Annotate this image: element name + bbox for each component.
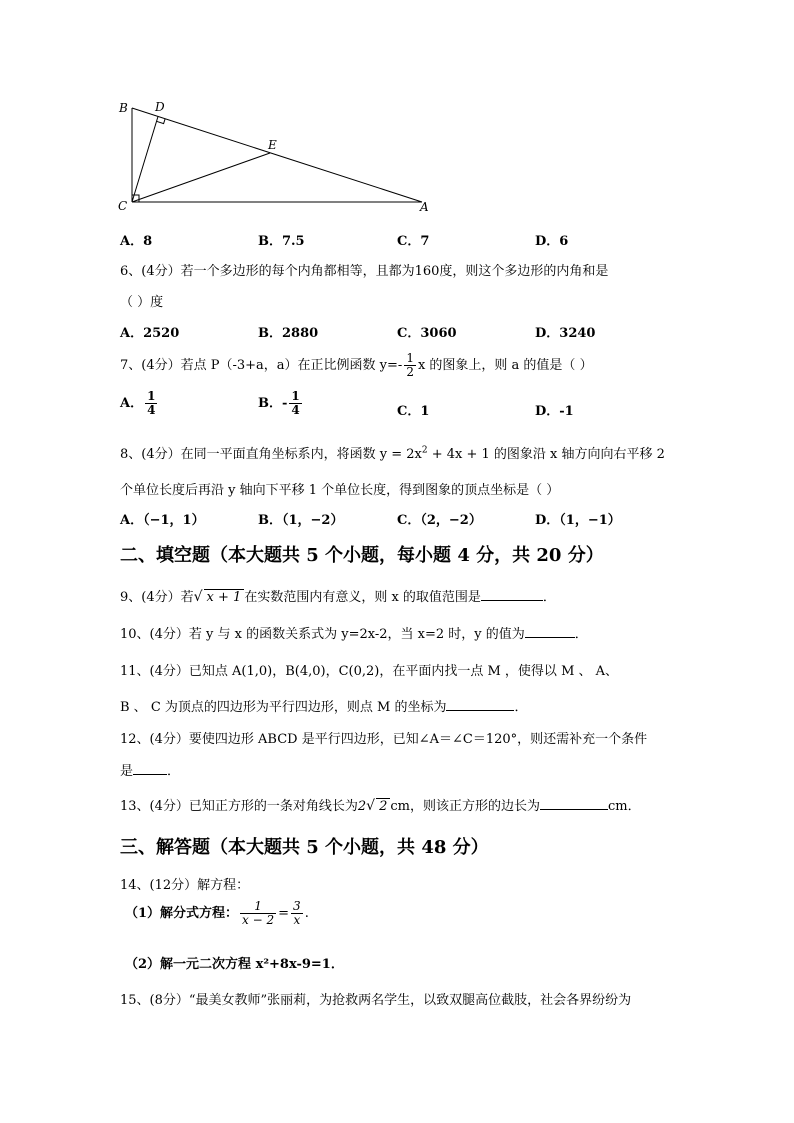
q12-line2-text: 是: [120, 764, 134, 779]
q5-option-d: D．6: [535, 234, 569, 249]
label-c: C: [118, 199, 128, 213]
q14-left-fraction: [240, 900, 276, 927]
q7-option-d: D．-1: [535, 404, 574, 419]
q6-option-c: C．3060: [397, 326, 457, 341]
q7-pre: 7、(4分）若点 P（-3+a，a）在正比例函数 y=-: [120, 358, 403, 373]
q8-pre: 8、(4分）在同一平面直角坐标系内，将函数 y = 2x: [120, 447, 422, 462]
q14-part1-end: .: [304, 906, 309, 921]
q5-option-a: A．8: [120, 234, 153, 249]
q15-line1: 15、(8分）“最美女教师”张丽莉，为抢救两名学生，以致双腿高位截肢，社会各界纷纷为: [120, 993, 632, 1008]
q12-line1: 12、(4分）要使四边形 ABCD 是平行四边形，已知∠A＝∠C＝120°，则还需补充一个条件: [120, 732, 648, 747]
q5-option-c: C．7: [397, 234, 430, 249]
q13-pre: 13、(4分）已知正方形的一条对角线长为: [120, 799, 358, 814]
q10: [120, 623, 588, 642]
q8-option-b: B．（1，−2）: [258, 513, 344, 528]
q7-option-a-label: A．: [120, 396, 144, 411]
q8-option-c: C．（2，−2）: [397, 513, 482, 528]
q7-option-b-label: B．-: [258, 396, 288, 411]
q9-answer-blank: [481, 588, 543, 601]
q13-radicand: 2: [376, 798, 390, 814]
q8-option-a: A．（−1，1）: [120, 513, 205, 528]
q9: [120, 586, 556, 605]
label-e: E: [268, 138, 277, 152]
q12-line2: [120, 760, 180, 779]
q8-line1: [120, 443, 665, 462]
section-3-heading: 三、解答题（本大题共 5 个小题，共 48 分）: [120, 837, 489, 858]
q10-text: 10、(4分）若 y 与 x 的函数关系式为 y=2x-2，当 x=2 时，y 的值为: [120, 627, 525, 642]
q11-line1: 11、(4分）已知点 A(1,0)，B(4,0)，C(0,2)，在平面内找一点 M ，使得以 M 、 A、: [120, 664, 619, 679]
q13: [120, 795, 641, 814]
q6-option-d: D．3240: [535, 326, 596, 341]
label-b: B: [119, 101, 128, 115]
q7-fraction: [404, 352, 416, 379]
q7-frac-denominator: 2: [406, 365, 414, 379]
q9-radicand: x + 1: [204, 589, 245, 605]
q14-part1: [125, 900, 309, 927]
q7-option-c: C．1: [397, 404, 430, 419]
q7-option-a-fraction: [145, 390, 157, 417]
q5-option-b: B．7.5: [258, 234, 305, 249]
q6-option-b: B．2880: [258, 326, 319, 341]
q6-line1: 6、(4分）若一个多边形的每个内角都相等，且都为160度，则这个多边形的内角和是: [120, 264, 609, 279]
q7-option-b: [258, 390, 304, 417]
label-d: D: [155, 100, 165, 114]
triangle-figure: [110, 95, 440, 220]
q14-part2: （2）解一元二次方程 x²+8x-9=1．: [125, 957, 344, 972]
q6-option-a: A．2520: [120, 326, 180, 341]
segment-ce: [132, 153, 270, 202]
q14-right-den: x: [293, 913, 301, 927]
q14-left-num: 1: [240, 900, 276, 914]
q8-option-d: D．（1，−1）: [535, 513, 621, 528]
q7-frac-numerator: 1: [406, 351, 414, 365]
sqrt-sign: √: [193, 589, 203, 605]
q7-stem: [120, 352, 593, 379]
q14-right-num: 3: [293, 899, 301, 913]
q11-line2-text: B 、 C 为顶点的四边形为平行四边形，则点 M 的坐标为: [120, 700, 447, 715]
q7-option-a-den: 4: [147, 403, 156, 417]
q7-option-b-num: 1: [291, 389, 300, 403]
label-a: A: [420, 200, 429, 214]
q13-answer-blank: [540, 797, 608, 810]
q14-right-fraction: [291, 900, 303, 927]
q7-option-b-fraction: [289, 390, 301, 417]
q11-end: ．: [514, 700, 528, 715]
q9-pre: 9、(4分）若: [120, 590, 194, 605]
q11-answer-blank: [446, 698, 514, 711]
q8-superscript: 2: [421, 445, 428, 456]
right-angle-mark-d: [157, 119, 166, 124]
q12-end: ．: [167, 764, 181, 779]
q9-post: 在实数范围内有意义，则 x 的取值范围是: [244, 590, 481, 605]
sqrt-sign: √: [366, 798, 376, 814]
q7-option-b-den: 4: [291, 403, 300, 417]
q8-post: + 4x + 1 的图象沿 x 轴方向向右平移 2: [427, 447, 665, 462]
q6-line2: （ ）度: [120, 295, 164, 310]
q11-line2: [120, 696, 528, 715]
q10-end: ．: [574, 627, 588, 642]
q14-title: 14、(12分）解方程：: [120, 878, 250, 893]
q13-coef: 2: [357, 799, 367, 814]
section-2-heading: 二、填空题（本大题共 5 个小题，每小题 4 分，共 20 分）: [120, 545, 604, 566]
q8-line2: 个单位长度后再沿 y 轴向下平移 1 个单位长度，得到图象的顶点坐标是（ ）: [120, 483, 560, 498]
q7-option-a-num: 1: [147, 389, 156, 403]
q7-post: x 的图象上，则 a 的值是（ ）: [417, 358, 593, 373]
q14-left-den: x − 2: [242, 913, 275, 927]
q13-end: cm．: [607, 799, 641, 814]
q12-answer-blank: [133, 762, 167, 775]
q9-end: ．: [542, 590, 556, 605]
q14-equals: =: [278, 906, 290, 921]
q7-option-a: [120, 390, 159, 417]
segment-ba: [132, 108, 422, 202]
segment-cd: [132, 117, 158, 203]
q13-mid: cm，则该正方形的边长为: [390, 799, 540, 814]
q10-answer-blank: [525, 625, 575, 638]
q14-part1-label: （1）解分式方程：: [125, 906, 239, 921]
